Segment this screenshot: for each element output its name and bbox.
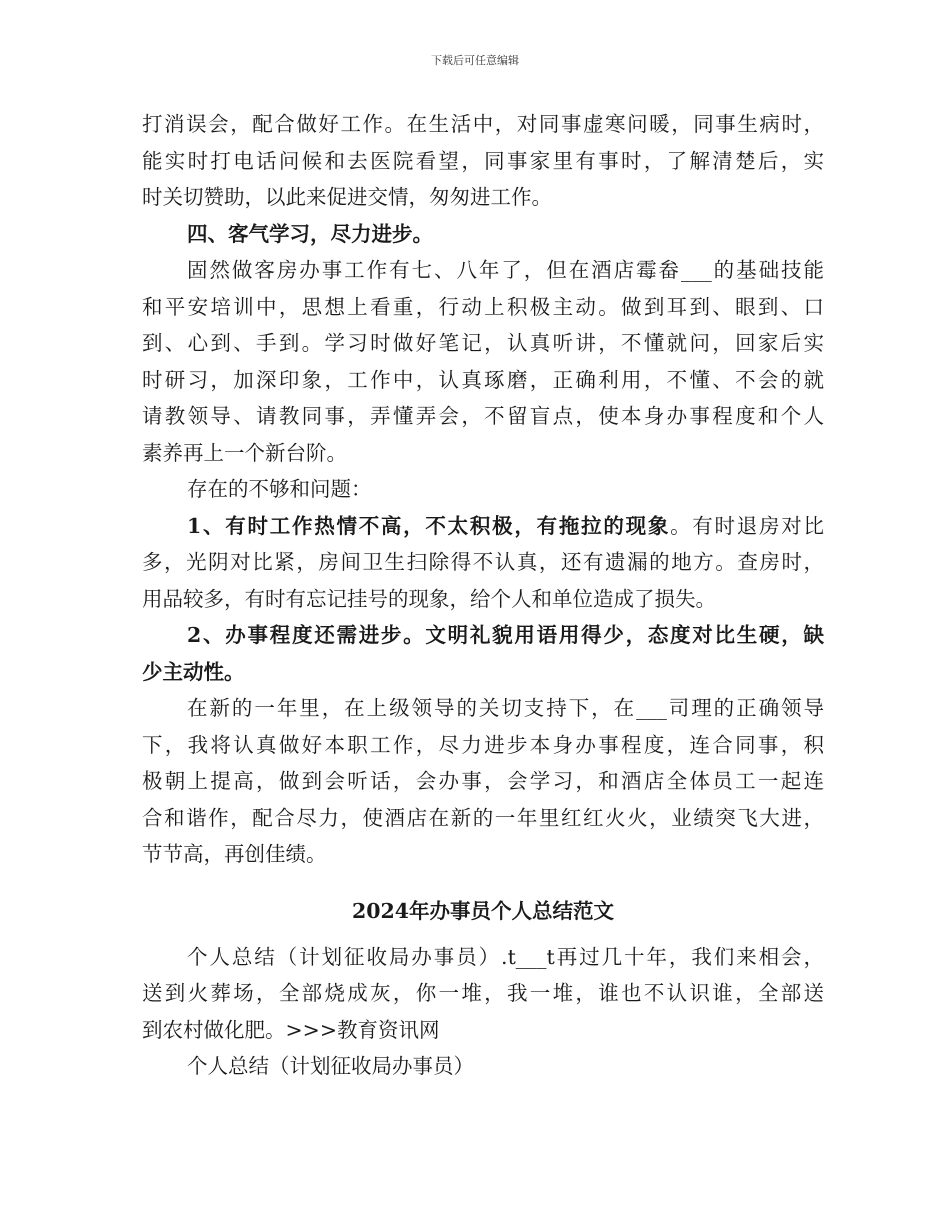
paragraph-line: 送到火葬场，全部烧成灰，你一堆，我一堆，谁也不认识谁，全部送 (142, 981, 824, 1005)
problem-item-1-heading: 1、有时工作热情不高，不太积极，有拖拉的现象 (187, 513, 671, 538)
paragraph-line: 能实时打电话问候和去医院看望，同事家里有事时，了解清楚后，实 (142, 148, 824, 173)
paragraph-line: 用品较多，有时有忘记挂号的现象，给个人和单位造成了损失。 (142, 586, 716, 611)
paragraph-line: 极朝上提高，做到会听话，会办事，会学习，和酒店全体员工一起连 (142, 769, 824, 793)
paragraph-line: 到、心到、手到。学习时做好笔记，认真听讲，不懂就问，回家后实 (142, 331, 824, 355)
paragraph-line: 到农村做化肥。>>>教育资讯网 (142, 1017, 440, 1042)
problem-item-1-text: 。有时退房对比 (670, 513, 824, 538)
problem-item-2: 2、办事程度还需进步。文明礼貌用语用得少，态度对比生硬，缺 (187, 623, 824, 647)
document-body (142, 106, 824, 1085)
paragraph-line: 多，光阴对比紧，房间卫生扫除得不认真，还有遗漏的地方。查房时， (142, 550, 824, 574)
paragraph-line: 请教领导、请教同事，弄懂弄会，不留盲点，使本身办事程度和个人 (142, 404, 824, 428)
paragraph-line: 素养再上一个新台阶。 (142, 440, 347, 465)
section-heading: 四、客气学习，尽力进步。 (187, 221, 433, 246)
paragraph-line: 个人总结（计划征收局办事员） (187, 1054, 474, 1078)
paragraph-line: 个人总结（计划征收局办事员）.t___t再过几十年，我们来相会， (187, 944, 824, 969)
page-header: 下载后可任意编辑 (431, 54, 519, 67)
paragraph-line: 时关切赞助，以此来促进交情，匆匆进工作。 (142, 185, 552, 209)
paragraph-line: 和平安培训中，思想上看重，行动上积极主动。做到耳到、眼到、口 (142, 294, 824, 319)
paragraph-line: 合和谐作，配合尽力，使酒店在新的一年里红红火火，业绩突飞大进， (142, 805, 824, 830)
problem-item-1 (142, 508, 824, 545)
paragraph-line: 下，我将认真做好本职工作，尽力进步本身办事程度，连合同事，积 (142, 732, 824, 757)
paragraph-line: 节节高，再创佳绩。 (142, 842, 327, 866)
paragraph-line: 固然做客房办事工作有七、八年了，但在酒店霉畚___的基础技能 (187, 258, 824, 282)
paragraph-line: 在新的一年里，在上级领导的关切支持下，在___司理的正确领导 (187, 696, 824, 720)
problems-intro: 存在的不够和问题： (187, 477, 372, 501)
problem-item-2-line: 少主动性。 (142, 659, 245, 684)
document-title: 2024年办事员个人总结范文 (351, 898, 615, 923)
paragraph-line: 打消误会，配合做好工作。在生活中，对同事虚寒问暖，同事生病时， (142, 112, 824, 136)
paragraph-line: 时研习，加深印象，工作中，认真琢磨，正确利用，不懂、不会的就 (142, 367, 824, 392)
